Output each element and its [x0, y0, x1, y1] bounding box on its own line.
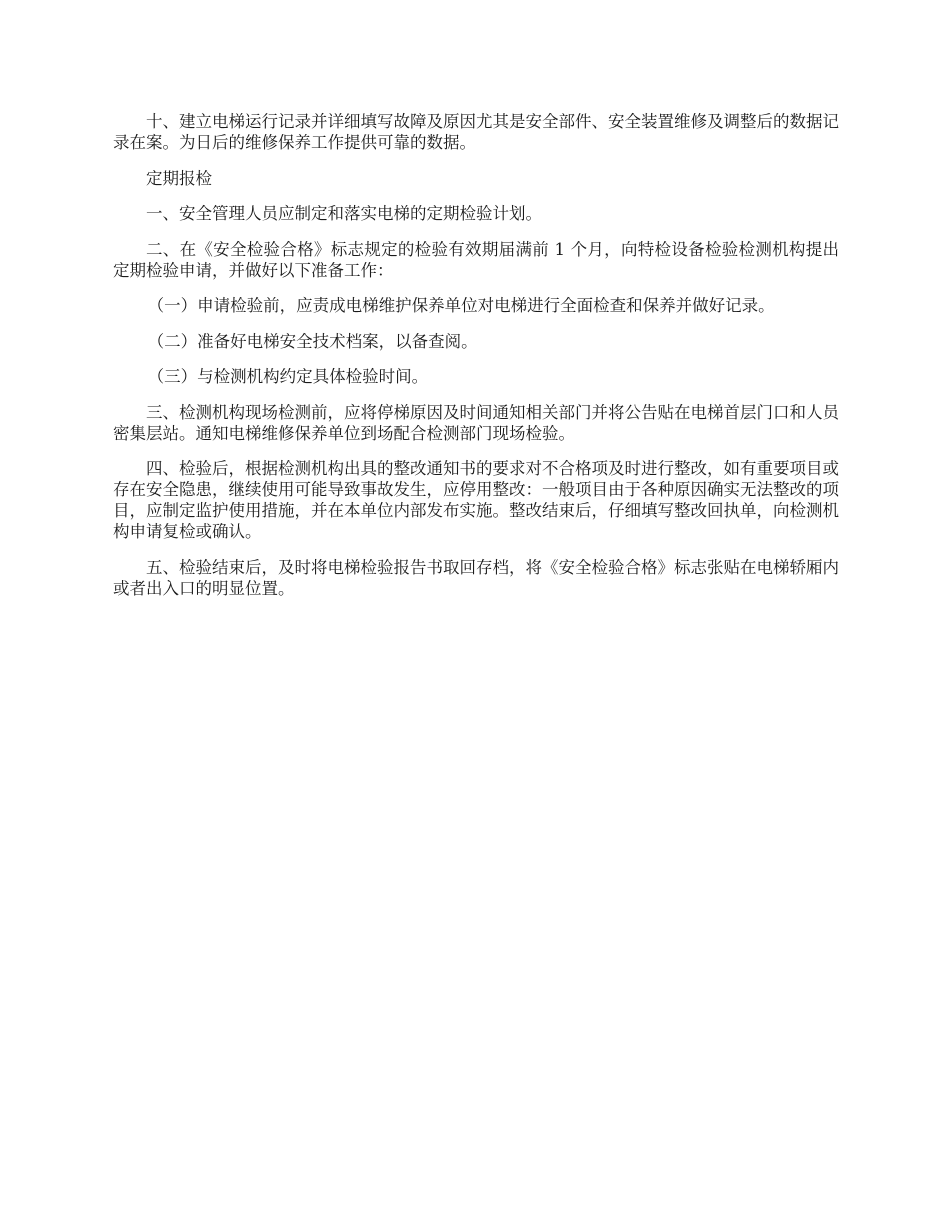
- document-page: [113, 111, 839, 613]
- paragraph-item-1: 一、安全管理人员应制定和落实电梯的定期检验计划。: [146, 204, 542, 223]
- paragraph-item-4: 四、检验后，根据检测机构出具的整改通知书的要求对不合格项及时进行整改，如有重要项目或存在安全隐患，继续使用可能导致事故发生，应停用整改：一般项目由于各种原因确实无法整改的项目，应制定监护使用措施，并在本单位内部发布实施。整改结束后，仔细填写整改回执单，向检测机构申请复检或确认。: [113, 459, 839, 541]
- paragraph-item-5: 五、检验结束后，及时将电梯检验报告书取回存档，将《安全检验合格》标志张贴在电梯轿厢内或者出入口的明显位置。: [113, 557, 839, 598]
- paragraph-item-10-records: 十、建立电梯运行记录并详细填写故障及原因尤其是安全部件、安全装置维修及调整后的数据记录在案。为日后的维修保养工作提供可靠的数据。: [113, 112, 839, 152]
- paragraph-item-2: 二、在《安全检验合格》标志规定的检验有效期届满前 1 个月，向特检设备检验检测机构提出定期检验申请，并做好以下准备工作：: [113, 239, 839, 280]
- section-heading-periodic-inspection: 定期报检: [146, 168, 212, 188]
- paragraph-subitem-1: （一）申请检验前，应责成电梯维护保养单位对电梯进行全面检查和保养并做好记录。: [147, 296, 775, 315]
- paragraph-subitem-3: （三）与检测机构约定具体检验时间。: [147, 367, 429, 386]
- paragraph-subitem-2: （二）准备好电梯安全技术档案，以备查阅。: [147, 331, 478, 351]
- paragraph-item-3: 三、检测机构现场检测前，应将停梯原因及时间通知相关部门并将公告贴在电梯首层门口和人员密集层站。通知电梯维修保养单位到场配合检测部门现场检验。: [113, 402, 839, 443]
